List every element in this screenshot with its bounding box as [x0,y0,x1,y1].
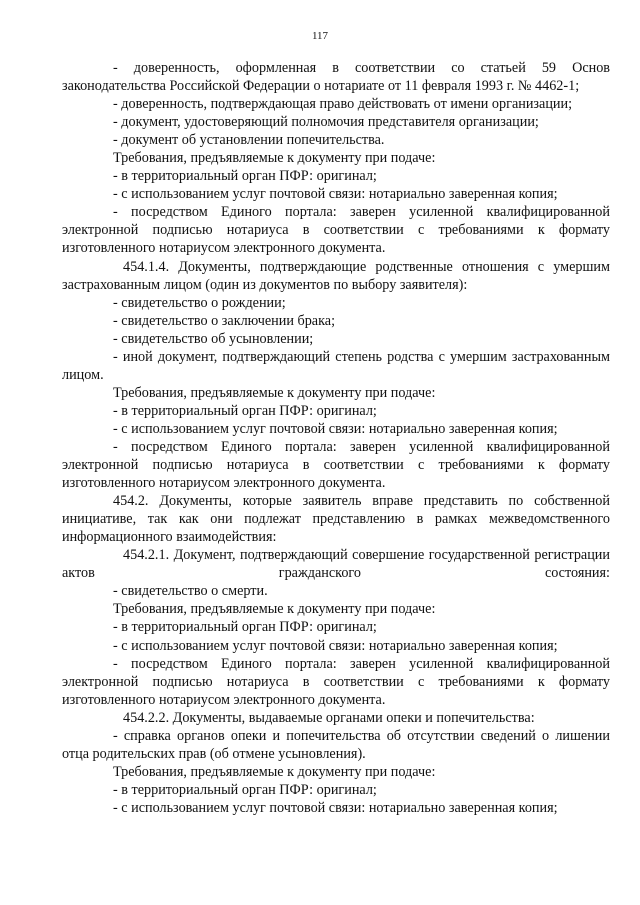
paragraph: - доверенность, подтверждающая право действовать от имени организации; [113,96,573,113]
paragraph: - документ, удостоверяющий полномочия представителя организации; [113,114,539,131]
paragraph: - посредством Единого портала: заверен усиленной квалифицированной электронной подписью нотариуса в соответствии с требованиями к формату изготовленного нотариусом электронного документа. [62,438,610,492]
paragraph: - в территориальный орган ПФР: оригинал; [113,402,377,419]
section-paragraph: 454.1.4. Документы, подтверждающие родственные отношения с умершим застрахованным лицом (один из документов по выбору заявителя): [62,258,610,293]
paragraph: - с использованием услуг почтовой связи: нотариально заверенная копия; [113,186,558,203]
paragraph: - с использованием услуг почтовой связи: нотариально заверенная копия; [113,799,558,816]
paragraph: Требования, предъявляемые к документу при подаче: [113,384,436,401]
paragraph: - справка органов опеки и попечительства об отсутствии сведений о лишении отца родительских прав (об отмене усыновления). [62,727,610,762]
paragraph: - свидетельство об усыновлении; [113,330,314,347]
paragraph: - с использованием услуг почтовой связи: нотариально заверенная копия; [113,637,558,654]
paragraph: Требования, предъявляемые к документу при подаче: [113,763,436,780]
paragraph: - в территориальный орган ПФР: оригинал; [113,781,377,798]
paragraph: - свидетельство о заключении брака; [113,312,336,329]
document-body [62,59,610,817]
paragraph: - в территориальный орган ПФР: оригинал; [113,168,377,185]
paragraph: - иной документ, подтверждающий степень родства с умершим застрахованным лицом. [62,348,610,383]
paragraph: Требования, предъявляемые к документу при подаче: [113,150,436,167]
paragraph: - посредством Единого портала: заверен усиленной квалифицированной электронной подписью нотариуса в соответствии с требованиями к формату изготовленного нотариусом электронного документа. [62,655,610,708]
paragraph: - в территориальный орган ПФР: оригинал; [113,619,377,636]
paragraph: - документ об установлении попечительства. [113,132,385,149]
section-paragraph: 454.2.2. Документы, выдаваемые органами опеки и попечительства: [123,709,535,726]
paragraph: - доверенность, оформленная в соответствии со статьей 59 Основ законодательства Российской Федерации о нотариате от 11 февраля 1993 г. № 4462-1; [62,60,610,95]
paragraph: - свидетельство о рождении; [113,294,286,311]
section-paragraph: 454.2.1. Документ, подтверждающий совершение государственной регистрации актов гражданского состояния: [62,547,610,582]
paragraph: - посредством Единого портала: заверен усиленной квалифицированной электронной подписью нотариуса в соответствии с требованиями к формату изготовленного нотариусом электронного документа. [62,204,610,257]
section-paragraph: 454.2. Документы, которые заявитель вправе представить по собственной инициативе, так как они подлежат представлению в рамках межведомственного информационного взаимодействия: [62,493,610,546]
paragraph: - свидетельство о смерти. [113,583,268,600]
paragraph: - с использованием услуг почтовой связи: нотариально заверенная копия; [113,420,558,437]
page-number: 117 [311,30,329,42]
paragraph: Требования, предъявляемые к документу при подаче: [113,601,436,618]
